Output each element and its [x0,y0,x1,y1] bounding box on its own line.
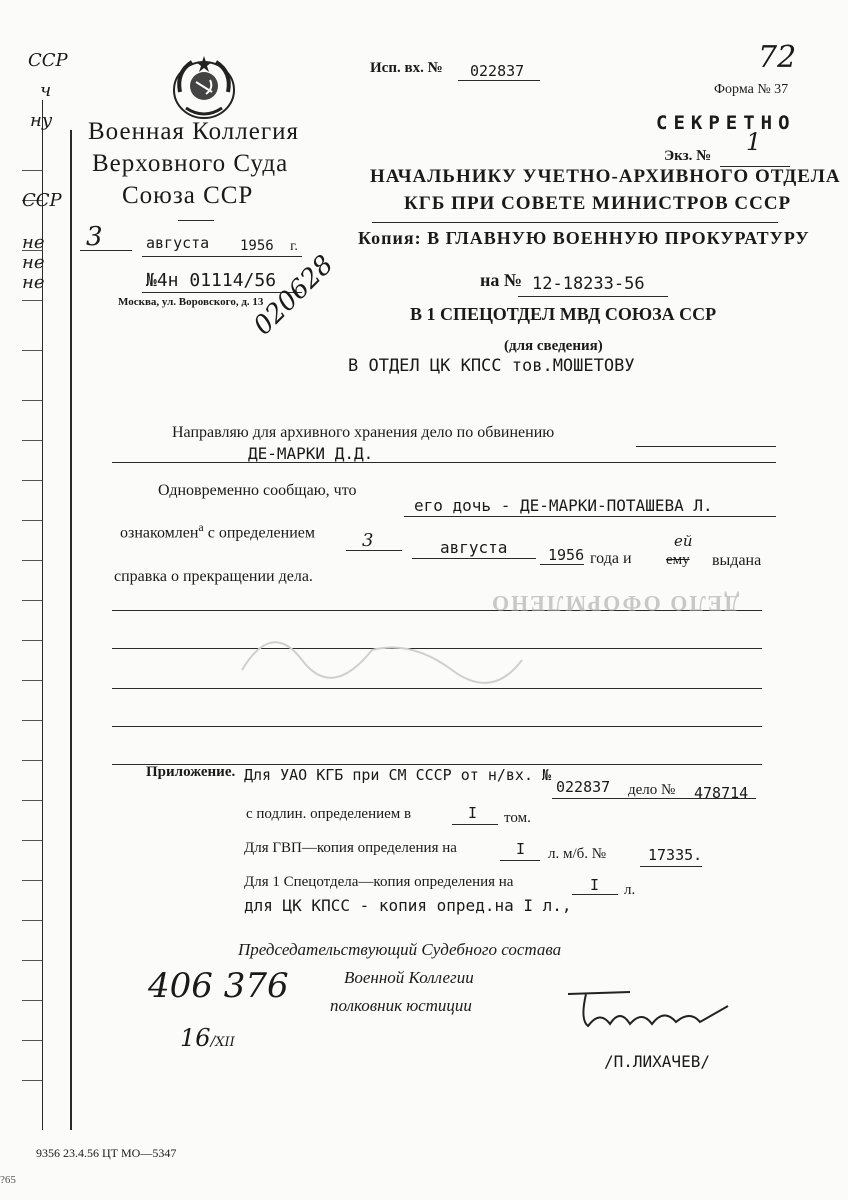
court-name-line: Военная Коллегия [88,118,299,145]
signatory-name: /П.ЛИХАЧЕВ/ [604,1052,710,1071]
signatory-title: Председательствующий Судебного состава [238,940,562,959]
signature-icon [560,980,740,1040]
attachment-case-label: дело № [628,782,676,798]
margin-note: не [22,252,45,273]
fill-line [500,860,540,861]
attachment-line: Для УАО КГБ при СМ СССР от н/вх. № [244,766,552,784]
attachment-case-number: 478714 [694,784,749,802]
attachment-label: Приложение. [146,764,236,780]
margin-note: не [22,232,45,253]
body-typed-insert: его дочь - ДЕ-МАРКИ-ПОТАШЕВА Л. [414,496,713,515]
date-day-underline [80,250,132,251]
handwritten-correction: ей [674,532,693,550]
handwritten-registration-number: 020628 [248,249,340,342]
body-text: выдана [712,552,762,569]
fill-line [572,894,618,895]
incoming-number-label: Исп. вх. № [370,60,443,76]
court-name-line: Верховного Суда [92,150,289,177]
addressee-line: КГБ ПРИ СОВЕТЕ МИНИСТРОВ СССР [404,193,792,214]
print-info: 9356 23.4.56 ЦТ МО—5347 [36,1146,177,1160]
attachment-value: I [590,876,600,894]
attachment-line: Для 1 Спецотдела—копия определения на [244,874,514,890]
attachment-text: том. [504,810,531,826]
addressee-note: (для сведения) [504,338,603,354]
faded-signature-icon [232,610,532,700]
margin-note: ч [40,80,52,101]
date-day: 3 [86,222,103,252]
body-year: 1956 [548,546,585,564]
attachment-volume: I [468,804,478,822]
addressee-copy-line: Копия: В ГЛАВНУЮ ВОЕННУЮ ПРОКУРАТУРУ [358,228,810,248]
fill-line [412,558,536,559]
incoming-underline [458,80,540,81]
body-month: августа [440,538,508,557]
fill-line [346,550,402,551]
fill-line [552,798,756,799]
handwritten-date: 16/XII [180,1024,235,1052]
addressee-typed-line: В ОТДЕЛ ЦК КПСС тов.МОШЕТОВУ [348,356,635,376]
reference-underline [518,296,668,297]
fill-line [112,726,762,727]
divider [178,220,214,221]
handwritten-number: 406 376 [148,966,289,1006]
fill-line [452,824,498,825]
handwritten-page-number: 72 [758,40,797,75]
attachment-number: 022837 [556,778,611,796]
incoming-number: 022837 [470,62,525,80]
addressee-underline [372,222,778,223]
fill-line [540,564,584,565]
date-underline [142,256,302,257]
margin-note: ну [30,110,53,131]
struck-word: ему [666,552,690,568]
margin-note: ССР [22,190,62,211]
attachment-typed-line: для ЦК КПСС - копия опред.на I л., [244,896,572,915]
reference-label: на № [480,270,522,290]
outgoing-number: №4н 01114/56 [146,270,277,291]
body-paragraph: ознакомлен$^а$ с определением [120,520,315,542]
court-name-line: Союза ССР [122,182,254,209]
fill-line [636,446,776,447]
date-year: 1956 г. [240,238,298,254]
form-number: Форма № 37 [714,82,789,97]
addressee-line: НАЧАЛЬНИКУ УЧЕТНО-АРХИВНОГО ОТДЕЛА [370,166,841,187]
body-paragraph: Одновременно сообщаю, что [158,482,357,499]
addressee-line: В 1 СПЕЦОТДЕЛ МВД СОЮЗА ССР [410,304,717,324]
attachment-value: I [516,840,526,858]
court-address: Москва, ул. Воровского, д. 13 [118,296,264,308]
attachment-line: с подлин. определением в [246,806,412,822]
margin-note: ССР [28,50,68,71]
faded-stamp: ДЕЛО ОФОРМЛЕНО [490,591,740,616]
signatory-title: полковник юстиции [330,996,472,1015]
page-edge-mark: ?65 [0,1174,16,1186]
body-text: года и [590,550,632,567]
attachment-line: Для ГВП—копия определения на [244,840,457,856]
fill-line [640,866,702,867]
accused-name: ДЕ-МАРКИ Д.Д. [248,444,374,463]
attachment-text: л. [624,882,636,898]
ussr-emblem-icon [166,52,242,124]
body-paragraph: Направляю для архивного хранения дело по обвинению [172,424,555,441]
margin-note: не [22,272,45,293]
reference-number: 12-18233-56 [532,274,645,294]
attachment-text: л. м/б. № [548,846,607,862]
attachment-reg-number: 17335. [648,846,703,864]
signatory-title: Военной Коллегии [344,968,474,987]
fill-line [404,516,776,517]
classification-secret: СЕКРЕТНО [656,112,796,134]
date-month: августа [146,234,210,252]
copy-number: 1 [746,128,762,156]
copy-number-label: Экз. № [664,148,712,164]
fill-line [112,462,776,463]
body-paragraph: справка о прекращении дела. [114,568,313,585]
body-day: 3 [362,530,374,551]
binding-edge-line [70,130,72,1130]
